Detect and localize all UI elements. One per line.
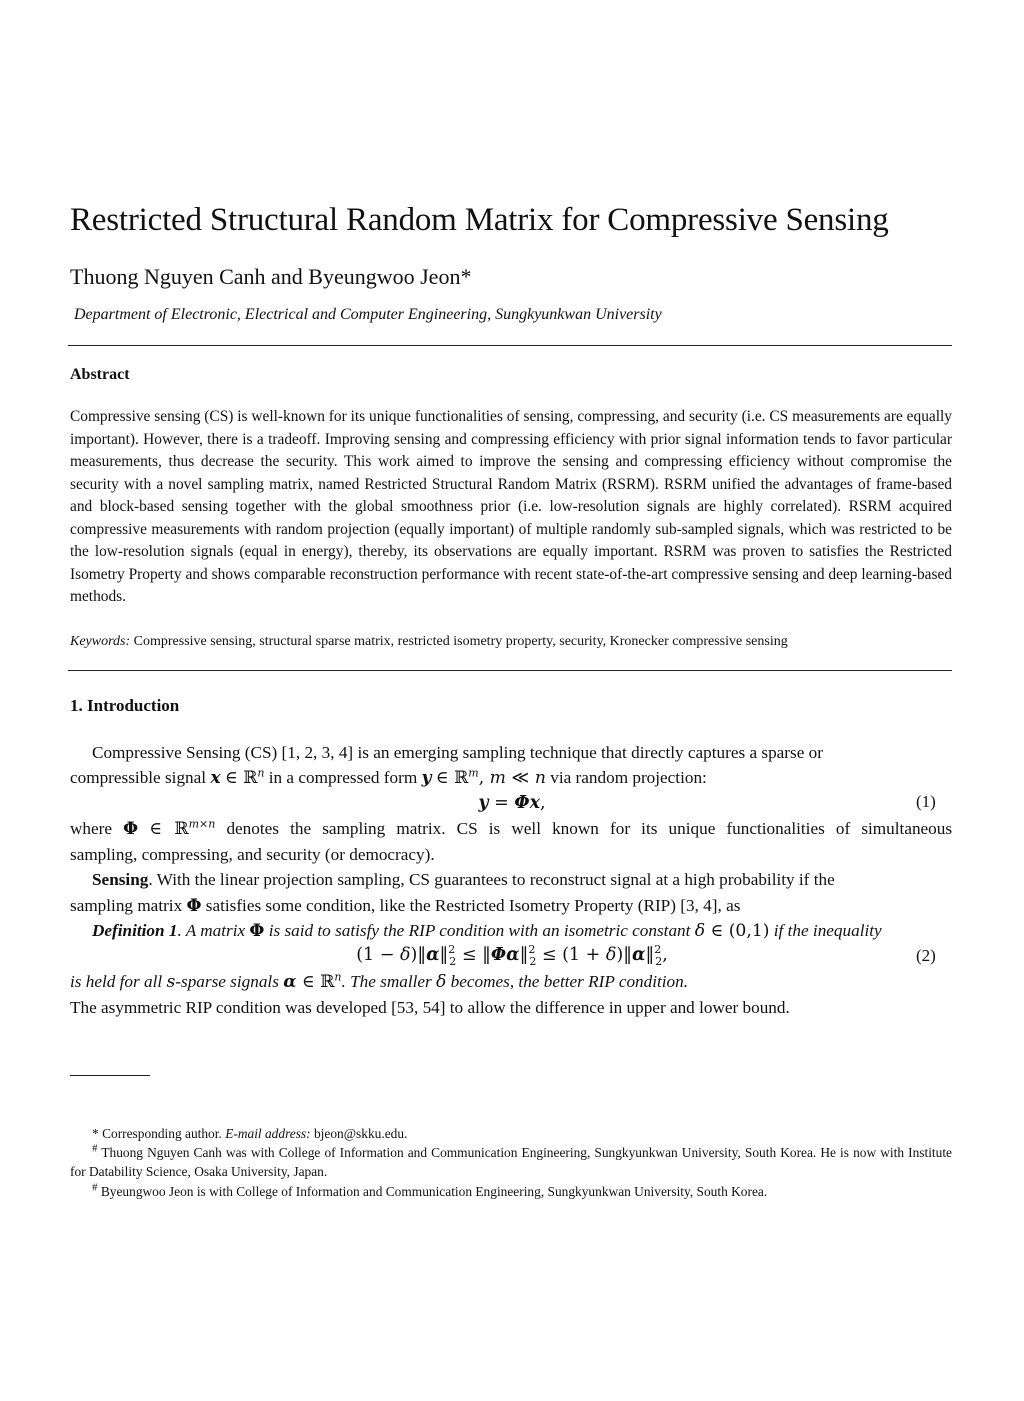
intro-line-6 [70, 893, 952, 920]
definition-text: becomes, the better RIP condition. [450, 972, 689, 991]
intro-text: compressible signal [70, 768, 207, 787]
footnote-1 [92, 1124, 952, 1143]
footnote-text: Corresponding author. [102, 1126, 222, 1141]
footnote-text: Byeungwoo Jeon is with College of Information and Communication Engineering, Sungkyunkwan University, South Korea. [100, 1184, 768, 1199]
intro-text: via random projection: [550, 768, 707, 787]
intro-text: . With the linear projection sampling, CS guarantees to reconstruct signal at a high probability if the [148, 870, 835, 889]
intro-text: in a compressed form [268, 768, 418, 787]
footnote-text: Thuong Nguyen Canh was with College of Information and Communication Engineering, Sungkyunkwan University, South Korea. He is now with Institute for Datability Science, Osaka University, Japan. [70, 1145, 952, 1179]
math-delta-range: δ ∈ (0,1) [694, 921, 770, 941]
math-sym: ∈ ℝ$^m$, m ≪ n [435, 766, 546, 788]
sensing-label: Sensing [92, 870, 149, 889]
math-s: s [166, 972, 176, 992]
intro-text: denotes the sampling matrix. CS is well known for its unique functionalities of simultaneous [226, 819, 953, 838]
intro-text: satisfies some condition, like the Restricted Isometry Property (RIP) [3, 4], as [205, 896, 741, 915]
definition-text: if the inequality [773, 921, 882, 940]
intro-line-7: The asymmetric RIP condition was developed [53, 54] to allow the difference in upper and lower bound. [70, 998, 790, 1017]
math-sym: ∈ ℝ$^{m\times n}$ [149, 817, 216, 839]
intro-line-3 [70, 816, 952, 843]
footnote-email: bjeon@skku.edu. [313, 1126, 408, 1141]
math-delta: δ [436, 972, 447, 992]
definition-text: . A matrix [177, 921, 246, 940]
abstract-divider [68, 670, 952, 671]
intro-line-1: Compressive Sensing (CS) [1, 2, 3, 4] is an emerging sampling technique that directly captures a sparse or [92, 743, 823, 762]
math-phi: Φ [186, 896, 202, 916]
definition-text: is said to satisfy the RIP condition with an isometric constant [268, 921, 691, 940]
abstract-heading: Abstract [70, 366, 130, 383]
definition-text: . The smaller [341, 972, 432, 991]
equation-2-number: (2) [916, 946, 936, 965]
equation-2: (1 − δ)‖α‖$^2_2$ ≤ ‖Φα‖$^2_2$ ≤ (1 + δ)‖α‖$^2_2$, [356, 943, 668, 968]
definition-text: is held for all [70, 972, 163, 991]
intro-line-5 [92, 867, 974, 893]
paper-authors: Thuong Nguyen Canh and Byeungwoo Jeon* [70, 264, 472, 289]
intro-text: sampling matrix [70, 896, 183, 915]
footnote-mark: # [92, 1142, 98, 1155]
math-phi: Φ [249, 921, 265, 941]
intro-line-4: sampling, compressing, and security (or democracy). [70, 845, 435, 864]
math-alpha: α ∈ ℝ$^n$ [283, 970, 342, 992]
paper-title: Restricted Structural Random Matrix for Compressive Sensing [70, 202, 889, 238]
footnote-mark: * [92, 1126, 99, 1141]
footnote-email-label: E-mail address: [225, 1126, 311, 1141]
section-heading-introduction: 1. Introduction [70, 696, 180, 715]
top-divider [68, 345, 952, 346]
intro-text: where [70, 819, 112, 838]
footnote-2 [70, 1143, 952, 1181]
keywords [70, 634, 788, 650]
intro-line-2 [70, 765, 952, 792]
definition-1-continued [70, 969, 952, 996]
footnote-3 [70, 1182, 952, 1201]
footnote-divider [70, 1075, 150, 1076]
equation-1-number: (1) [916, 792, 936, 811]
math-y: y [421, 768, 432, 788]
equation-1: y = Φx, [478, 793, 546, 813]
definition-1 [92, 918, 974, 945]
math-phi: Φ [123, 819, 139, 839]
math-x: x [210, 768, 221, 788]
math-sym: ∈ ℝ$^n$ [224, 766, 265, 788]
keywords-text: Compressive sensing, structural sparse matrix, restricted isometry property, security, Kronecker compressive sensing [133, 634, 788, 649]
footnote-mark: # [92, 1181, 98, 1194]
abstract-text: Compressive sensing (CS) is well-known for its unique functionalities of sensing, compressing, and security (i.e. CS measurements are equally important). However, there is a tradeoff. Improving sensing and compressing efficiency with prior signal information tends to favor particular measurements, thus decrease the security. This work aimed to improve the sensing and compressing efficiency without compromise the security with a novel sampling matrix, named Restricted Structural Random Matrix (RSRM). RSRM unified the advantages of frame-based and block-based sensing together with the global smoothness prior (i.e. low-resolution signals are highly correlated). RSRM acquired compressive measurements with random projection (equally important) of multiple randomly sub-sampled signals, which was restricted to be the low-resolution signals (equal in energy), thereby, its observations are equally important. RSRM was proven to satisfies the Restricted Isometry Property and shows comparable reconstruction performance with recent state-of-the-art compressive sensing and deep learning-based methods. [70, 408, 952, 605]
definition-text: -sparse signals [175, 972, 279, 991]
paper-affiliation: Department of Electronic, Electrical and Computer Engineering, Sungkyunkwan University [74, 306, 662, 323]
keywords-label: Keywords: [70, 634, 131, 649]
definition-label: Definition 1 [92, 921, 178, 940]
